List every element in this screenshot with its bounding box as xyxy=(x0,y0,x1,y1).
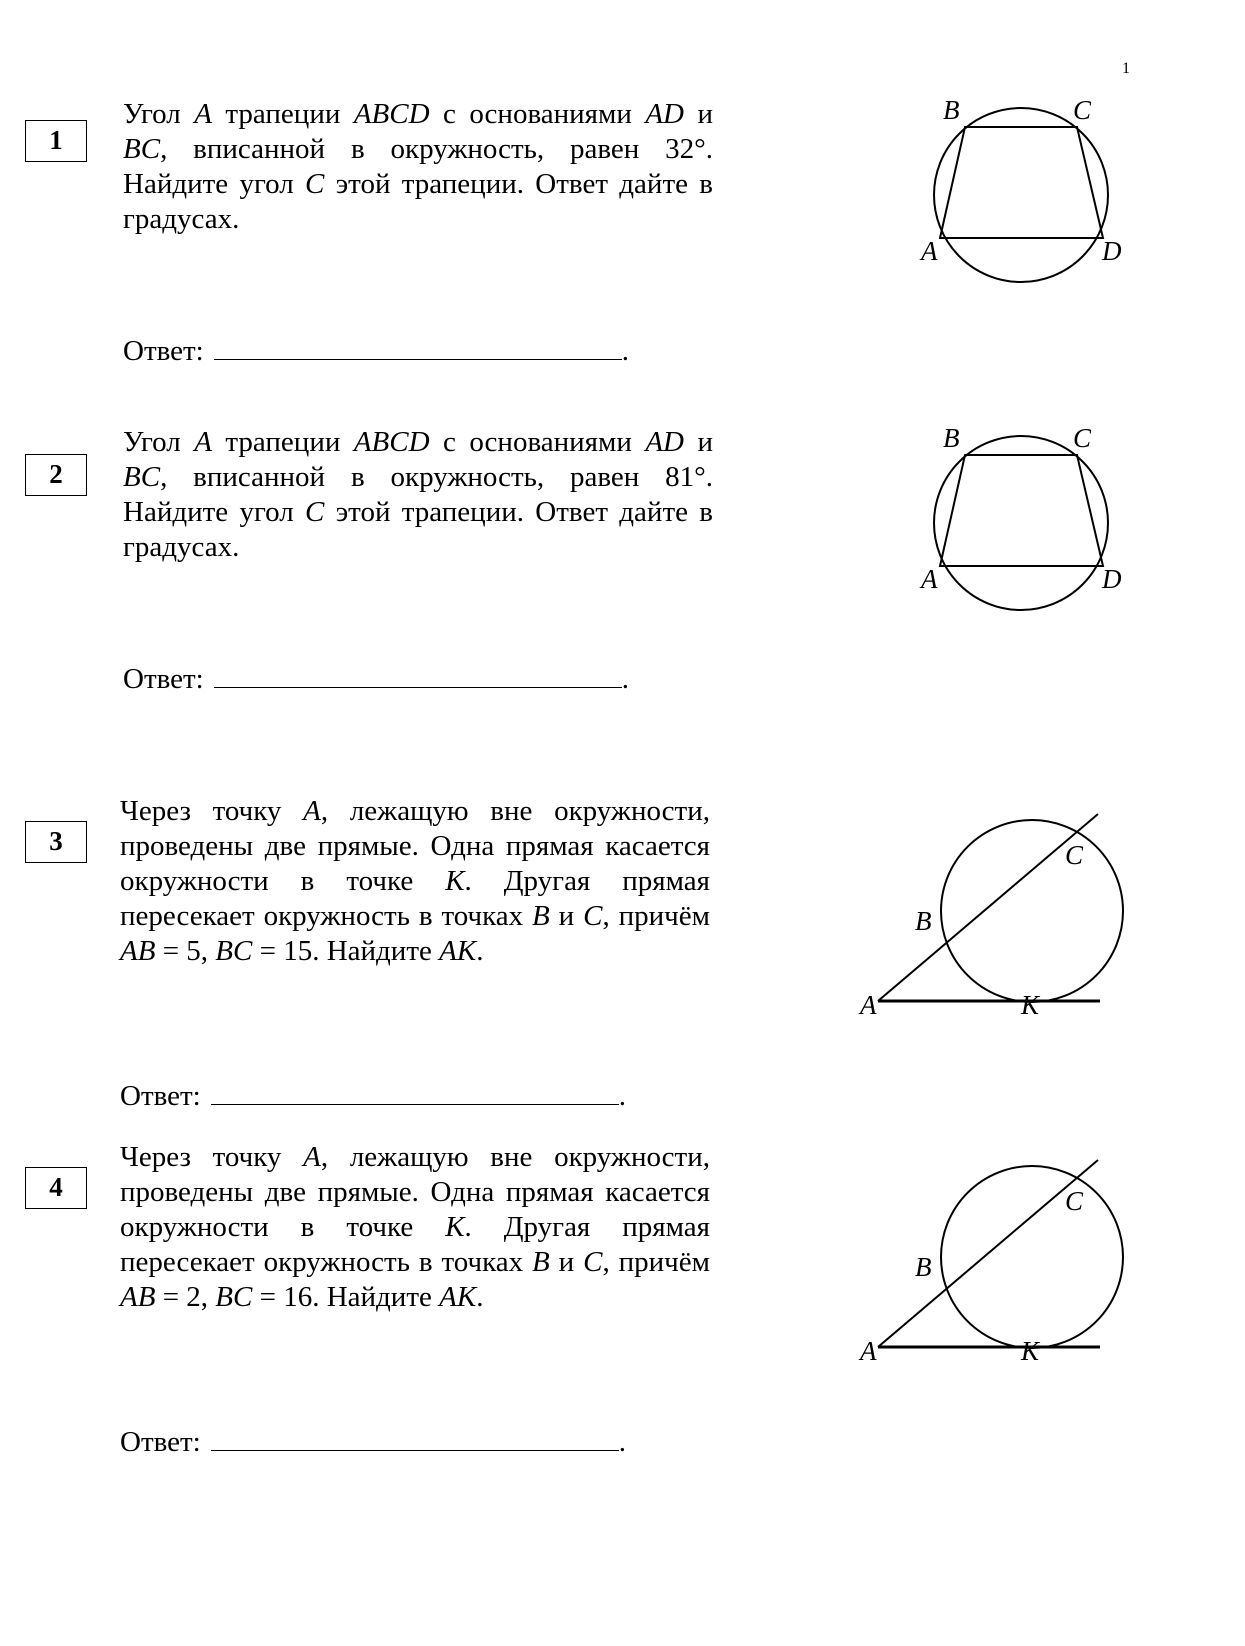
tangent-secant-diagram xyxy=(860,1160,1150,1400)
label-A: A xyxy=(860,1336,877,1366)
label-C: C xyxy=(1065,1186,1084,1216)
task-number-box: 3 xyxy=(25,821,87,863)
answer-field[interactable] xyxy=(211,1424,619,1451)
math-variable: AB xyxy=(120,1281,156,1313)
math-variable: AD xyxy=(645,426,685,458)
task-1 xyxy=(0,0,1245,367)
label-D: D xyxy=(1102,564,1122,594)
math-variable: A xyxy=(303,1141,321,1173)
page-number: 1 xyxy=(1122,60,1130,77)
math-variable: AK xyxy=(439,1281,477,1313)
answer-label: Ответ: xyxy=(120,1426,201,1458)
math-variable: ABCD xyxy=(353,426,430,458)
inscribed-trapezoid-diagram xyxy=(905,90,1145,300)
math-variable: K xyxy=(445,1211,465,1243)
math-variable: B xyxy=(532,1246,550,1278)
label-C: C xyxy=(1073,95,1092,125)
label-B: B xyxy=(915,1252,932,1282)
trapezoid xyxy=(940,127,1103,238)
label-K: K xyxy=(1021,1336,1040,1366)
label-C: C xyxy=(1065,840,1084,870)
task-number-box: 2 xyxy=(25,454,87,496)
math-variable: C xyxy=(583,900,603,932)
label-A: A xyxy=(860,990,877,1020)
math-variable: C xyxy=(305,168,325,200)
task-2 xyxy=(0,328,1245,695)
answer-row: Ответ: . xyxy=(123,335,629,367)
math-variable: C xyxy=(583,1246,603,1278)
math-variable: B xyxy=(532,900,550,932)
answer-field[interactable] xyxy=(214,661,622,688)
math-variable: BC xyxy=(123,133,161,165)
circle xyxy=(941,1166,1123,1348)
label-B: B xyxy=(915,906,932,936)
math-variable: ABCD xyxy=(353,98,430,130)
trapezoid xyxy=(940,455,1103,566)
label-A: A xyxy=(921,236,938,266)
circle xyxy=(934,108,1108,282)
label-B: B xyxy=(943,423,960,453)
problem-text: Угол A трапеции ABCD с основаниями AD и BC, вписанной в окружность, равен 32°. Найдите угол C этой трапеции. Ответ дайте в градусах. xyxy=(123,98,713,235)
math-variable: A xyxy=(194,426,212,458)
task-number-box: 4 xyxy=(25,1167,87,1209)
math-variable: A xyxy=(303,795,321,827)
answer-label: Ответ: xyxy=(123,335,204,367)
answer-row: Ответ: . xyxy=(120,1080,626,1112)
math-variable: AB xyxy=(120,935,156,967)
math-variable: C xyxy=(305,496,325,528)
label-C: C xyxy=(1073,423,1092,453)
label-A: A xyxy=(921,564,938,594)
circle xyxy=(934,436,1108,610)
math-variable: A xyxy=(194,98,212,130)
task-number-box: 1 xyxy=(25,120,87,162)
math-variable: K xyxy=(445,865,465,897)
task-3 xyxy=(0,724,1245,1112)
task-4 xyxy=(0,1070,1245,1458)
circle xyxy=(941,820,1123,1002)
answer-row: Ответ: . xyxy=(123,663,629,695)
answer-label: Ответ: xyxy=(120,1080,201,1112)
label-D: D xyxy=(1102,236,1122,266)
math-variable: BC xyxy=(215,935,253,967)
label-B: B xyxy=(943,95,960,125)
problem-text: Через точку A, лежащую вне окружности, проведены две прямые. Одна прямая касается окружности в точке K. Другая прямая пересекает окружность в точках B и C, причём AB = 2, BC = 16. Найдите AK. xyxy=(120,1141,710,1313)
label-K: K xyxy=(1021,990,1040,1020)
answer-label: Ответ: xyxy=(123,663,204,695)
math-variable: BC xyxy=(123,461,161,493)
math-variable: BC xyxy=(215,1281,253,1313)
problem-text: Угол A трапеции ABCD с основаниями AD и BC, вписанной в окружность, равен 81°. Найдите угол C этой трапеции. Ответ дайте в градусах. xyxy=(123,426,713,563)
math-variable: AD xyxy=(645,98,685,130)
math-variable: AK xyxy=(439,935,477,967)
problem-text: Через точку A, лежащую вне окружности, проведены две прямые. Одна прямая касается окружности в точке K. Другая прямая пересекает окружность в точках B и C, причём AB = 5, BC = 15. Найдите AK. xyxy=(120,795,710,967)
answer-row: Ответ: . xyxy=(120,1426,626,1458)
inscribed-trapezoid-diagram xyxy=(905,418,1145,628)
tangent-secant-diagram xyxy=(860,814,1150,1054)
